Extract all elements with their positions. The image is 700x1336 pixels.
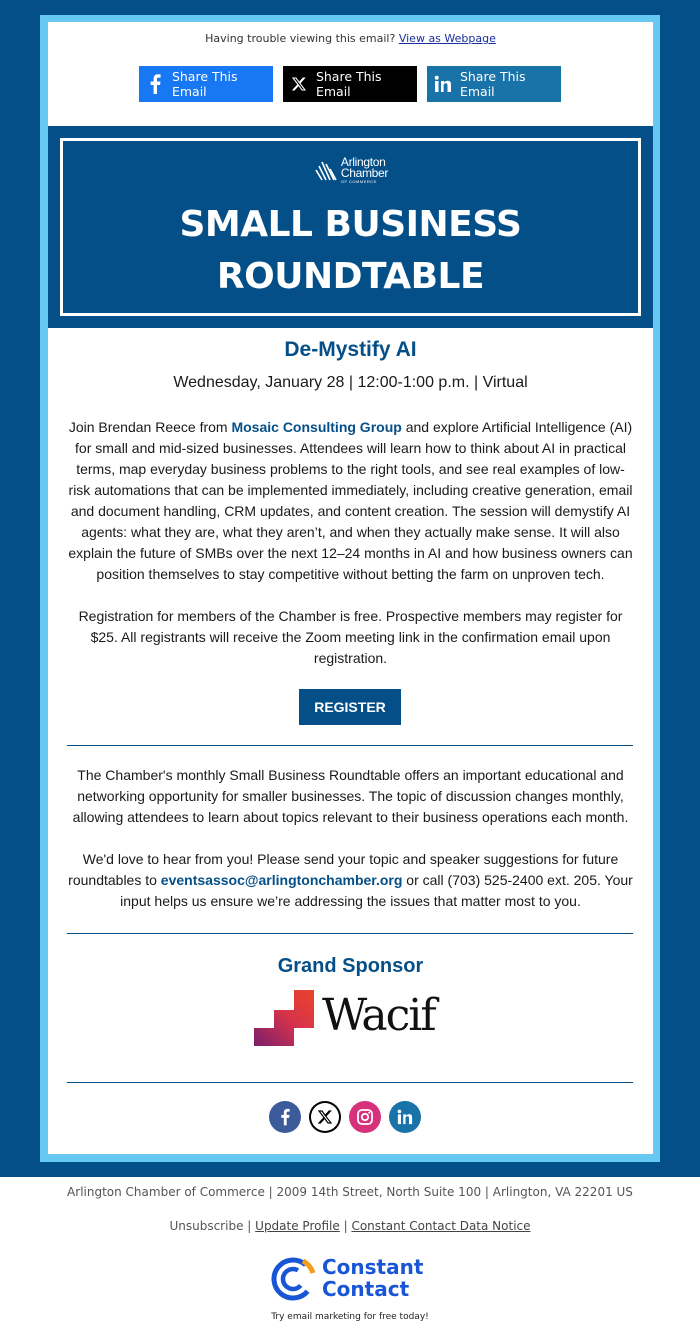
constant-contact-line2: Contact <box>322 1277 410 1301</box>
banner-title-line1: SMALL BUSINESS <box>179 204 522 245</box>
x-icon <box>311 1103 339 1131</box>
linkedin-icon <box>427 75 460 93</box>
footer-separator: | <box>247 1219 252 1233</box>
banner-title-line2: ROUNDTABLE <box>216 256 485 297</box>
chamber-logo-line2: Chamber <box>340 166 389 180</box>
footer-address: Arlington Chamber of Commerce | 2009 14th Street, North Suite 100 | Arlington, VA 22201 US <box>67 1185 633 1199</box>
linkedin-icon <box>397 1109 413 1125</box>
share-facebook-button[interactable] <box>139 66 273 102</box>
footer-links <box>0 1219 700 1233</box>
share-x-button[interactable] <box>283 66 417 102</box>
chamber-logo-line1: Arlington <box>340 155 386 169</box>
wacif-sponsor-logo[interactable] <box>254 988 446 1046</box>
register-button[interactable]: REGISTER <box>299 689 401 725</box>
share-facebook-label: Share This Email <box>171 69 238 99</box>
wacif-logo-mark <box>254 990 320 1046</box>
trouble-text: Having trouble viewing this email? <box>205 32 396 45</box>
banner-border <box>60 138 641 316</box>
suggestions-paragraph <box>66 849 635 912</box>
event-description <box>66 417 635 585</box>
banner-title <box>63 199 638 303</box>
share-linkedin-button[interactable] <box>427 66 561 102</box>
view-as-webpage-link[interactable]: View as Webpage <box>398 32 496 45</box>
data-notice-link[interactable]: Constant Contact Data Notice <box>351 1219 531 1233</box>
trouble-viewing-line <box>48 32 653 45</box>
social-links <box>269 1101 421 1133</box>
chamber-logo-line3: OF COMMERCE <box>340 179 377 184</box>
divider <box>67 933 633 934</box>
facebook-icon <box>280 1108 290 1126</box>
mosaic-consulting-link[interactable]: Mosaic Consulting Group <box>231 419 402 435</box>
x-social-button[interactable] <box>309 1101 341 1133</box>
share-x-label: Share This Email <box>315 69 382 99</box>
facebook-icon <box>139 74 172 94</box>
constant-contact-wordmark <box>322 1256 423 1300</box>
facebook-social-button[interactable] <box>269 1101 301 1133</box>
constant-contact-icon <box>270 1256 316 1302</box>
chamber-logo <box>63 157 638 184</box>
unsubscribe-link[interactable]: Unsubscribe <box>169 1219 244 1233</box>
email-card <box>48 22 653 1154</box>
registration-info: Registration for members of the Chamber is free. Prospective members may register for $25. All registrants will receive the Zoom meeting link in the confirmation email upon registration. <box>78 608 623 666</box>
constant-contact-tagline[interactable]: Try email marketing for free today! <box>271 1312 429 1322</box>
event-description-intro: Join Brendan Reece from <box>68 419 232 435</box>
event-banner <box>48 126 653 328</box>
roundtable-about: The Chamber's monthly Small Business Roundtable offers an important educational and networking opportunity for smaller businesses. The topic of discussion changes monthly, allowing attendees to learn about topics relevant to their business operations each month. <box>72 767 629 825</box>
linkedin-social-button[interactable] <box>389 1101 421 1133</box>
event-date-line: Wednesday, January 28 | 12:00-1:00 p.m. | Virtual <box>173 374 528 391</box>
divider <box>67 1082 633 1083</box>
footer-separator: | <box>343 1219 348 1233</box>
wacif-wordmark: Wacif <box>322 990 435 1041</box>
divider <box>67 745 633 746</box>
suggestions-intro: We'd love to hear from you! Please send your topic and speaker suggestions for future roundtables to <box>68 851 619 888</box>
suggestions-outro: or call (703) 525-2400 ext. 205. Your input helps us ensure we’re addressing the issues that matter most to you. <box>120 872 633 909</box>
chamber-logo-icon <box>313 160 337 182</box>
event-description-body: and explore Artificial Intelligence (AI) for small and mid-sized businesses. Attendees will learn how to think about AI in practical terms, map everyday business problems to the right tools, and see real examples of low-risk automations that can be implemented immediately, including creative generation, email and document handling, CRM updates, and content creation. The session will demystify AI agents: what they are, what they aren’t, and when they actually make sense. It will also explain the future of SMBs over the next 12–24 months in AI and how business owners can position themselves to stay competitive without betting the farm on unproven tech. <box>68 419 633 582</box>
constant-contact-line1: Constant <box>322 1255 424 1279</box>
x-icon <box>283 77 316 91</box>
event-title: De-Mystify AI <box>284 338 417 361</box>
share-linkedin-label: Share This Email <box>459 69 526 99</box>
update-profile-link[interactable]: Update Profile <box>255 1219 340 1233</box>
grand-sponsor-heading: Grand Sponsor <box>277 955 424 977</box>
instagram-social-button[interactable] <box>349 1101 381 1133</box>
instagram-icon <box>356 1108 374 1126</box>
events-email-link[interactable]: eventsassoc@arlingtonchamber.org <box>160 872 403 888</box>
constant-contact-logo[interactable] <box>270 1256 435 1306</box>
